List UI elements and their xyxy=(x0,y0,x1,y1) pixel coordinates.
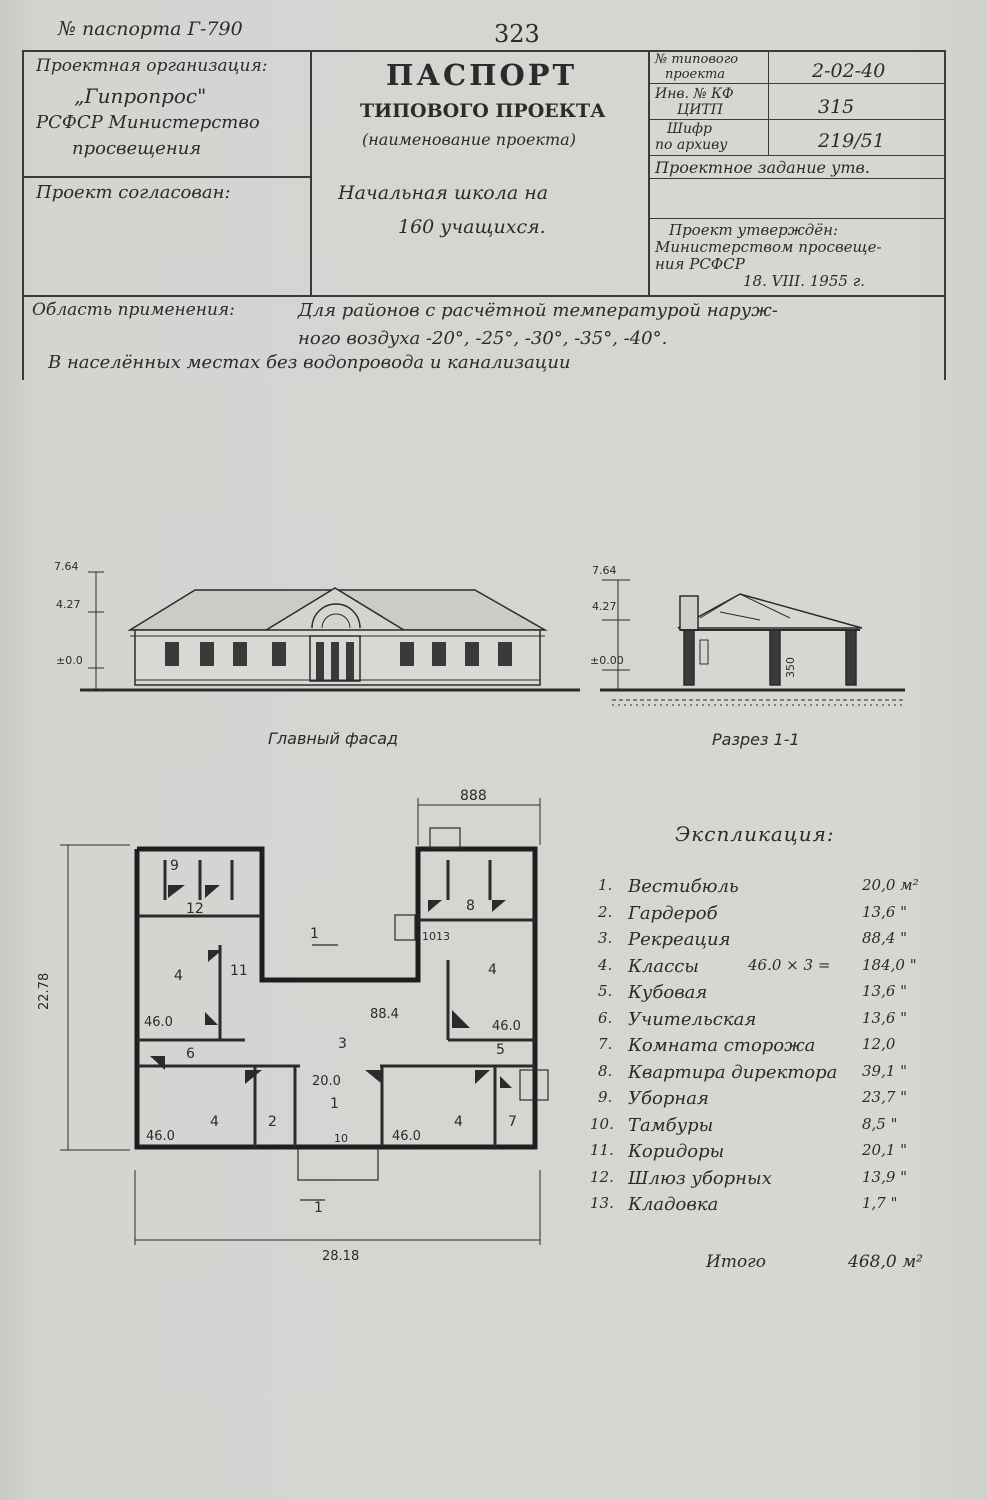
section-caption: Разрез 1-1 xyxy=(712,730,800,749)
explication-number: 9. xyxy=(598,1088,613,1106)
row3-label-b: по архиву xyxy=(655,137,728,153)
explication-room-name: Комната сторожа xyxy=(628,1035,816,1056)
explication-area: 13,6 " xyxy=(862,1009,908,1027)
explication-calculation: 46.0 × 3 = xyxy=(748,956,831,974)
room-13-label: 13 xyxy=(436,930,450,943)
org-name: „Гипропрос" xyxy=(74,84,207,108)
explication-area: 23,7 " xyxy=(862,1088,908,1106)
section-arrow-top-label: 1 xyxy=(310,926,319,942)
explication-area: 13,9 " xyxy=(862,1168,908,1186)
plan-dim-bottom: 28.18 xyxy=(322,1249,360,1264)
recreation-number: 3 xyxy=(338,1036,347,1052)
room-10-bottom-label: 10 xyxy=(334,1132,348,1145)
row1-label-a: № типового xyxy=(655,52,739,67)
explication-number: 5. xyxy=(598,982,613,1000)
section-height: 350 xyxy=(784,657,797,678)
explication-number: 3. xyxy=(598,929,613,947)
explication-area: 184,0 " xyxy=(862,956,917,974)
explication-number: 13. xyxy=(590,1194,614,1212)
plan-dim-top: 888 xyxy=(460,788,487,804)
class-bm-area: 46.0 xyxy=(392,1129,421,1144)
scope-line1: Для районов с расчётной температурой наруж- xyxy=(298,300,778,321)
room-10-top-label: 10 xyxy=(422,930,436,943)
facade-mark-mid: 4.27 xyxy=(56,598,81,611)
explication-number: 8. xyxy=(598,1062,613,1080)
explication-area: 39,1 " xyxy=(862,1062,908,1080)
floor-plan xyxy=(60,798,548,1245)
org-ministry-line2: просвещения xyxy=(72,138,202,159)
class-bl-number: 4 xyxy=(210,1114,219,1130)
scope-line2: ного воздуха -20°, -25°, -30°, -35°, -40°. xyxy=(298,328,668,349)
explication-number: 1. xyxy=(598,876,613,894)
explication-total-label: Итого xyxy=(706,1252,767,1272)
explication-room-name: Гардероб xyxy=(628,903,718,924)
facade-caption: Главный фасад xyxy=(268,729,399,748)
row2-label-b: ЦИТП xyxy=(677,102,723,118)
approval-line2: Министерством просвеще- xyxy=(655,238,882,256)
typical-project-number: 2-02-40 xyxy=(812,60,886,82)
explication-room-name: Рекреация xyxy=(628,929,731,950)
inventory-number: 315 xyxy=(818,96,855,118)
plan-dim-left: 22.78 xyxy=(37,972,52,1010)
facade-mark-zero: ±0.0 xyxy=(56,654,83,667)
section-mark-mid: 4.27 xyxy=(592,600,617,613)
passport-title: ПАСПОРТ xyxy=(386,58,578,92)
explication-area: 1,7 " xyxy=(862,1194,898,1212)
task-approved-label: Проектное задание утв. xyxy=(655,158,870,177)
explication-room-name: Кубовая xyxy=(628,982,708,1003)
scope-label: Область применения: xyxy=(32,300,235,320)
explication-room-name: Квартира директора xyxy=(628,1062,838,1083)
archive-code: 219/51 xyxy=(818,130,885,152)
recreation-area: 88.4 xyxy=(370,1007,399,1022)
explication-area: 13,6 " xyxy=(862,982,908,1000)
room-1-label: 1 xyxy=(330,1096,339,1112)
explication-room-name: Уборная xyxy=(628,1088,709,1109)
project-name-line2: 160 учащихся. xyxy=(398,216,546,238)
passport-number: № паспорта Г-790 xyxy=(58,18,243,40)
room-11-label: 11 xyxy=(230,963,248,979)
section-drawing xyxy=(600,580,905,705)
class-tr-area: 46.0 xyxy=(492,1019,521,1034)
room-2-label: 2 xyxy=(268,1114,277,1130)
main-facade-drawing xyxy=(80,572,580,690)
section-mark-top: 7.64 xyxy=(592,564,617,577)
class-bm-number: 4 xyxy=(454,1114,463,1130)
explication-area: 20,1 " xyxy=(862,1141,908,1159)
explication-number: 6. xyxy=(598,1009,613,1027)
project-name-line1: Начальная школа на xyxy=(338,182,549,204)
explication-number: 12. xyxy=(590,1168,614,1186)
agreed-label: Проект согласован: xyxy=(36,182,231,203)
explication-room-name: Тамбуры xyxy=(628,1115,714,1136)
project-name-note: (наименование проекта) xyxy=(362,130,576,149)
room-5-label: 5 xyxy=(496,1042,505,1058)
room-9-label: 9 xyxy=(170,858,179,874)
section-arrow-bottom-label: 1 xyxy=(314,1200,323,1216)
row1-label-b: проекта xyxy=(665,67,726,82)
page-number: 323 xyxy=(494,20,540,48)
explication-number: 10. xyxy=(590,1115,614,1133)
explication-area: 12,0 xyxy=(862,1035,896,1053)
class-tr-number: 4 xyxy=(488,962,497,978)
explication-area: 88,4 " xyxy=(862,929,908,947)
explication-number: 11. xyxy=(590,1141,614,1159)
vestibule-area: 20.0 xyxy=(312,1074,341,1089)
passport-subtitle: ТИПОВОГО ПРОЕКТА xyxy=(360,100,606,122)
class-tl-area: 46.0 xyxy=(144,1015,173,1030)
approval-line3: ния РСФСР xyxy=(655,255,745,273)
row2-label-a: Инв. № КФ xyxy=(655,86,734,102)
explication-room-name: Учительская xyxy=(628,1009,757,1030)
explication-number: 7. xyxy=(598,1035,613,1053)
row3-label-a: Шифр xyxy=(667,121,712,137)
class-bl-area: 46.0 xyxy=(146,1129,175,1144)
explication-area: 13,6 " xyxy=(862,903,908,921)
explication-area: 8,5 " xyxy=(862,1115,898,1133)
explication-title: Экспликация: xyxy=(675,822,835,846)
facade-mark-top: 7.64 xyxy=(54,560,79,573)
explication-room-name: Коридоры xyxy=(628,1141,725,1162)
room-12-label: 12 xyxy=(186,901,204,917)
room-7-label: 7 xyxy=(508,1114,517,1130)
approval-line1: Проект утверждён: xyxy=(669,221,839,239)
explication-room-name: Шлюз уборных xyxy=(628,1168,772,1189)
explication-total-value: 468,0 м² xyxy=(848,1252,923,1272)
approval-date: 18. VIII. 1955 г. xyxy=(743,272,866,290)
explication-room-name: Классы xyxy=(628,956,699,977)
scope-line3: В населённых местах без водопровода и канализации xyxy=(48,352,571,373)
section-mark-zero: ±0.00 xyxy=(590,654,624,667)
org-ministry-line1: РСФСР Министерство xyxy=(36,112,260,133)
explication-number: 2. xyxy=(598,903,613,921)
explication-number: 4. xyxy=(598,956,613,974)
explication-room-name: Кладовка xyxy=(628,1194,719,1215)
room-6-label: 6 xyxy=(186,1046,195,1062)
explication-area: 20,0 м² xyxy=(862,876,919,894)
org-label: Проектная организация: xyxy=(36,56,268,76)
explication-room-name: Вестибюль xyxy=(628,876,739,897)
class-tl-number: 4 xyxy=(174,968,183,984)
room-8-label: 8 xyxy=(466,898,475,914)
